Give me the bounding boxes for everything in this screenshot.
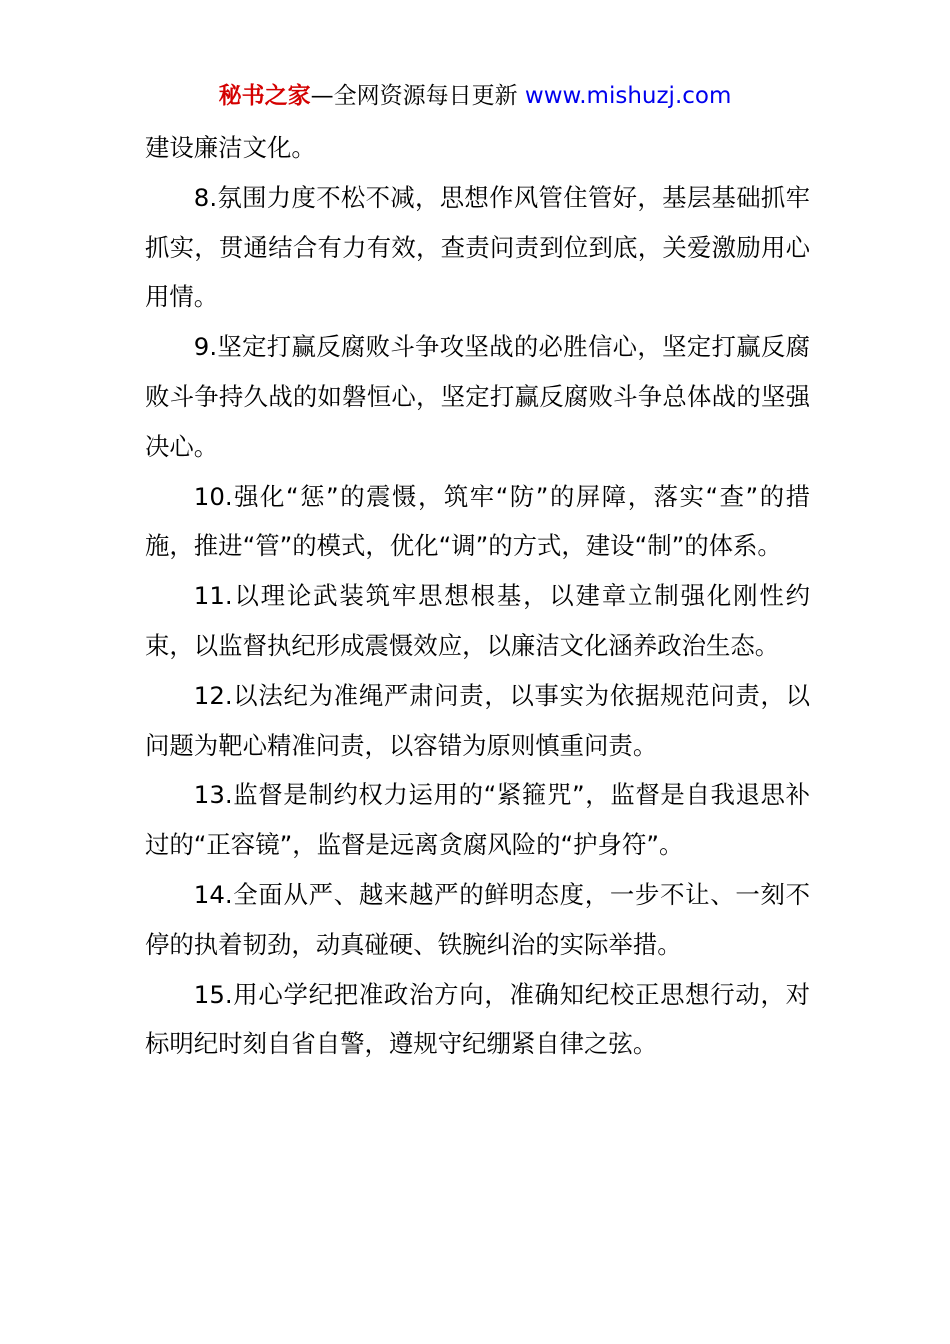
site-header [0,80,950,112]
paragraph-13: 13.监督是制约权力运用的“紧箍咒”，监督是自我退思补过的“正容镜”，监督是远离贪腐风险的“护身符”。 [145,780,810,860]
paragraph-11: 11.以理论武装筑牢思想根基，以建章立制强化刚性约束，以监督执纪形成震慑效应，以廉洁文化涵养政治生态。 [145,581,810,660]
paragraph-12: 12.以法纪为准绳严肃问责，以事实为依据规范问责，以问题为靶心精准问责，以容错为原则慎重问责。 [145,680,810,760]
site-url-link[interactable]: www.mishuzj.com [524,83,732,109]
brand-name: 秘书之家 [218,83,311,109]
paragraph-10: 10.强化“惩”的震慑，筑牢“防”的屏障，落实“查”的措施，推进“管”的模式，优化“调”的方式，建设“制”的体系。 [145,481,810,561]
paragraph-continuation: 建设廉洁文化。 [145,133,316,162]
paragraph-15: 15.用心学纪把准政治方向，准确知纪校正思想行动，对标明纪时刻自省自警，遵规守纪绷紧自律之弦。 [145,979,810,1059]
header-slogan: —全网资源每日更新 [310,83,525,109]
document-body [145,123,810,1069]
paragraph-14: 14.全面从严、越来越严的鲜明态度，一步不让、一刻不停的执着韧劲，动真碰硬、铁腕纠治的实际举措。 [145,879,810,959]
paragraph-9: 9.坚定打赢反腐败斗争攻坚战的必胜信心，坚定打赢反腐败斗争持久战的如磐恒心，坚定打赢反腐败斗争总体战的坚强决心。 [145,332,810,461]
paragraph-8: 8.氛围力度不松不减，思想作风管住管好，基层基础抓牢抓实，贯通结合有力有效，查责问责到位到底，关爱激励用心用情。 [145,182,810,312]
